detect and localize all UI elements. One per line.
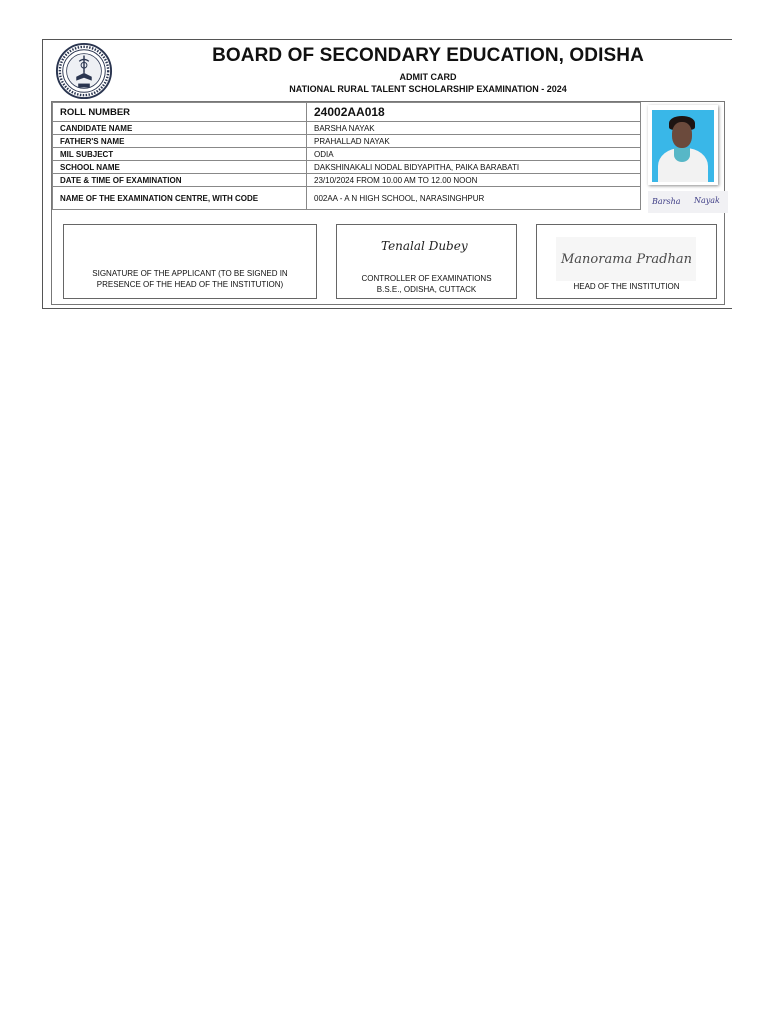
bse-odisha-seal-icon: [55, 42, 113, 100]
table-row: [53, 187, 641, 210]
applicant-signature-line2: PRESENCE OF THE HEAD OF THE INSTITUTION): [96, 280, 284, 289]
roll-number-value: 24002AA018: [307, 103, 641, 122]
board-title: BOARD OF SECONDARY EDUCATION, ODISHA: [212, 45, 644, 66]
candidate-signature: [648, 191, 728, 213]
table-row: [53, 103, 641, 122]
exam-datetime-label: DATE & TIME OF EXAMINATION: [53, 174, 307, 187]
head-of-institution-label: HEAD OF THE INSTITUTION: [573, 282, 680, 291]
table-row: [53, 122, 641, 135]
admit-card: [42, 39, 732, 309]
candidate-signature-last: Nayak: [694, 196, 720, 205]
applicant-signature-line1: SIGNATURE OF THE APPLICANT (TO BE SIGNED IN: [92, 269, 288, 278]
exam-centre-value: 002AA - A N HIGH SCHOOL, NARASINGHPUR: [307, 187, 641, 210]
exam-datetime-value: 23/10/2024 FROM 10.00 AM TO 12.00 NOON: [307, 174, 641, 187]
table-row: [53, 148, 641, 161]
head-handwritten-signature: Manorama Pradhan: [561, 252, 692, 267]
applicant-signature-box: [63, 224, 317, 299]
candidate-photo: [648, 105, 718, 185]
details-grid: [51, 101, 725, 305]
controller-title: CONTROLLER OF EXAMINATIONS: [361, 274, 492, 283]
candidate-signature-first: Barsha: [652, 197, 681, 206]
exam-centre-label: NAME OF THE EXAMINATION CENTRE, WITH CODE: [53, 187, 307, 210]
head-signature-box: [536, 224, 717, 299]
controller-handwritten-signature: Tenalal Dubey: [381, 239, 468, 253]
candidate-details-table: [52, 102, 641, 210]
admit-card-heading: ADMIT CARD: [399, 72, 457, 82]
school-name-label: SCHOOL NAME: [53, 161, 307, 174]
table-row: [53, 135, 641, 148]
fathers-name-label: FATHER'S NAME: [53, 135, 307, 148]
controller-office: B.S.E., ODISHA, CUTTACK: [376, 285, 477, 294]
school-name-value: DAKSHINAKALI NODAL BIDYAPITHA, PAIKA BARABATI: [307, 161, 641, 174]
mil-subject-value: ODIA: [307, 148, 641, 161]
roll-number-label: ROLL NUMBER: [53, 103, 307, 122]
exam-name: NATIONAL RURAL TALENT SCHOLARSHIP EXAMINATION - 2024: [289, 84, 567, 94]
photo-image: [652, 110, 714, 182]
table-row: [53, 174, 641, 187]
mil-subject-label: MIL SUBJECT: [53, 148, 307, 161]
candidate-name-value: BARSHA NAYAK: [307, 122, 641, 135]
fathers-name-value: PRAHALLAD NAYAK: [307, 135, 641, 148]
controller-signature-box: [336, 224, 517, 299]
table-row: [53, 161, 641, 174]
candidate-name-label: CANDIDATE NAME: [53, 122, 307, 135]
